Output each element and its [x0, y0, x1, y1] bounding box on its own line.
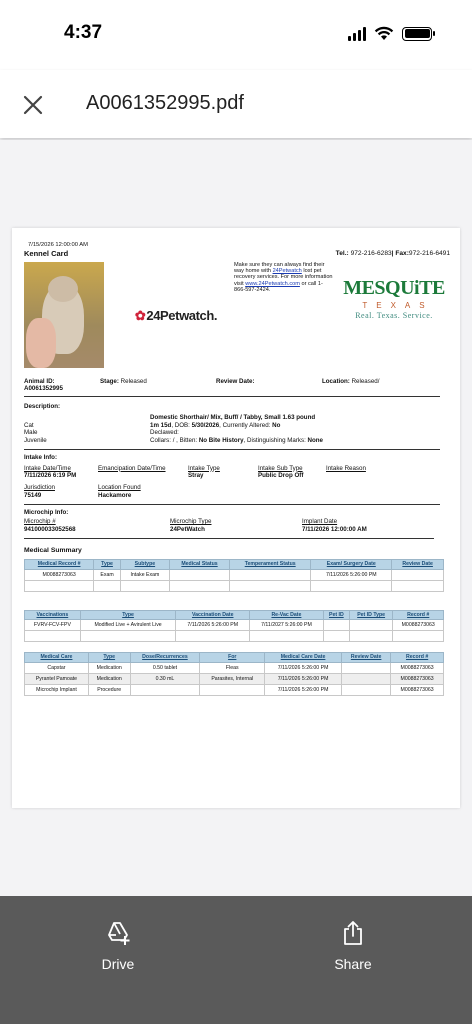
- table-header-cell: Pet ID Type: [349, 610, 393, 620]
- table-header-cell: Re-Vac Date: [250, 610, 324, 620]
- file-title: A0061352995.pdf: [86, 92, 244, 114]
- description-block: Domestic Shorthair/ Mix, Buff/ / Tabby, Small 1.63 pound Cat 1m 15d, DOB: 5/30/2026, Currently Altered: No Male Declawed: Juvenile Collars: / , Bitten: No Bite History, Distinguishing Marks: None: [24, 413, 323, 445]
- animal-id: A0061352995: [24, 385, 63, 393]
- table-row-empty: [25, 631, 444, 642]
- share-icon: [340, 920, 366, 946]
- description-label: Description:: [24, 403, 61, 411]
- paw-icon: ✿: [134, 308, 146, 324]
- table-header-cell: Medical Care Date: [265, 653, 342, 663]
- table-header-cell: Record #: [391, 653, 444, 663]
- cellular-signal-icon: [348, 27, 366, 41]
- table-header-cell: Type: [94, 560, 121, 570]
- table-cell: M0088273063: [391, 662, 444, 673]
- table-row: [25, 684, 444, 695]
- table-cell: M0088273063: [393, 620, 444, 631]
- table-cell: FVRV-FCV-FPV: [25, 620, 81, 631]
- microchip-label: Microchip Info:: [24, 508, 69, 516]
- drive-add-icon: [105, 920, 131, 946]
- table-cell: [230, 569, 311, 580]
- table-cell: Procedure: [88, 684, 130, 695]
- table-header-cell: Review Date: [342, 653, 391, 663]
- animal-id-row: Animal ID: A0061352995 Stage: Released Review Date: Location: Released/: [24, 377, 380, 393]
- drive-button[interactable]: [73, 920, 163, 972]
- table-header-cell: For: [200, 653, 265, 663]
- kennel-card-title: Kennel Card: [24, 249, 69, 259]
- status-time: 4:37: [64, 22, 103, 43]
- jurisdiction-row: Jurisdiction 75149 Location Found Hackamore: [24, 484, 141, 499]
- close-icon: [23, 95, 43, 115]
- table-cell-empty: [169, 580, 229, 591]
- table-header-cell: Medical Status: [169, 560, 229, 570]
- table-row: [25, 620, 444, 631]
- bottom-action-bar: [0, 896, 472, 1024]
- petwatch-link[interactable]: 24Petwatch: [272, 268, 302, 275]
- table-header-cell: Temperament Status: [230, 560, 311, 570]
- table-cell: [323, 620, 349, 631]
- table-cell-empty: [80, 631, 176, 642]
- intake-row: Intake Date/Time 7/11/2026 6:19 PM Emancipation Date/Time Intake Type Stray Intake Sub Type Public Drop Off Intake Reason: [24, 464, 366, 480]
- table-cell: [349, 620, 393, 631]
- table-cell-empty: [311, 580, 392, 591]
- table-cell-empty: [250, 631, 324, 642]
- table-cell: 0.50 tablet: [130, 662, 200, 673]
- wifi-icon: [374, 26, 394, 41]
- table-cell: [169, 569, 229, 580]
- table-header-cell: Type: [80, 610, 176, 620]
- table-cell: M0088273063: [391, 684, 444, 695]
- table-cell: 7/11/2026 5:26:00 PM: [265, 684, 342, 695]
- table-cell-empty: [392, 580, 444, 591]
- table-header-cell: Dose/Recurrences: [130, 653, 200, 663]
- stage-value: Released: [120, 377, 147, 385]
- table-cell-empty: [25, 580, 94, 591]
- table-cell-empty: [25, 631, 81, 642]
- table-cell: [342, 684, 391, 695]
- table-cell: M0088273063: [25, 569, 94, 580]
- table-cell: [342, 673, 391, 684]
- table-cell: [130, 684, 200, 695]
- microchip-row: Microchip # 941000033052568 Microchip Type 24PetWatch Implant Date 7/11/2026 12:00:00 AM: [24, 518, 367, 534]
- table-header-cell: Medical Care: [25, 653, 89, 663]
- table-cell-empty: [120, 580, 169, 591]
- header-hero: [24, 262, 450, 372]
- table-cell: Medication: [88, 662, 130, 673]
- battery-icon: [402, 27, 432, 41]
- table-header-cell: Medical Record #: [25, 560, 94, 570]
- app-bar: [0, 70, 472, 138]
- table-cell: 7/11/2026 5:26:00 PM: [265, 673, 342, 684]
- petwatch-note: Make sure they can always find their way home with 24Petwatch lost pet recovery services. For more information visit www.24Petwatch.com or call 1-866-597-2424.: [234, 261, 333, 294]
- mesquite-logo: MESQUiTE TEXAS Real. Texas. Service.: [343, 276, 445, 320]
- table-cell-empty: [323, 631, 349, 642]
- close-button[interactable]: [20, 92, 46, 118]
- table-cell: 7/11/2026 5:26:00 PM: [176, 620, 250, 631]
- table-cell: Microchip Implant: [25, 684, 89, 695]
- vaccinations-table: [24, 610, 444, 643]
- share-label: Share: [334, 956, 372, 972]
- table-cell-empty: [94, 580, 121, 591]
- table-cell: [392, 569, 444, 580]
- pdf-viewer[interactable]: [0, 140, 472, 896]
- status-bar: [0, 0, 472, 70]
- table-cell: 7/11/2026 5:26:00 PM: [311, 569, 392, 580]
- table-cell: 7/11/2026 5:26:00 PM: [265, 662, 342, 673]
- table-cell: Medication: [88, 673, 130, 684]
- contact-info: Tel.: 972-216-6283| Fax:972-216-6491: [335, 250, 450, 258]
- table-cell: 0.30 mL: [130, 673, 200, 684]
- table-header-cell: Review Date: [392, 560, 444, 570]
- table-header-cell: Vaccinations: [25, 610, 81, 620]
- table-row: [25, 662, 444, 673]
- table-header-cell: Exam/ Surgery Date: [311, 560, 392, 570]
- table-row: [25, 673, 444, 684]
- table-cell: [342, 662, 391, 673]
- petwatch-url-link[interactable]: www.24Petwatch.com: [245, 280, 300, 287]
- table-header-cell: Pet ID: [323, 610, 349, 620]
- animal-photo: [24, 262, 104, 368]
- table-row-empty: [25, 580, 444, 591]
- table-row: [25, 569, 444, 580]
- table-cell: Modified Live + Avirulent Live: [80, 620, 176, 631]
- table-header-cell: Subtype: [120, 560, 169, 570]
- intake-label: Intake Info:: [24, 453, 58, 461]
- table-cell: M0088273063: [391, 673, 444, 684]
- doc-timestamp: 7/15/2026 12:00:00 AM: [28, 242, 88, 248]
- table-cell: Fleas: [200, 662, 265, 673]
- medical-summary-title: Medical Summary: [24, 546, 82, 554]
- table-cell: 7/11/2027 5:26:00 PM: [250, 620, 324, 631]
- table-cell: Exam: [94, 569, 121, 580]
- table-cell: Capstar: [25, 662, 89, 673]
- table-cell-empty: [176, 631, 250, 642]
- table-cell-empty: [230, 580, 311, 591]
- table-header-cell: Vaccination Date: [176, 610, 250, 620]
- drive-label: Drive: [101, 956, 135, 972]
- table-cell: [200, 684, 265, 695]
- medical-care-table: [24, 652, 444, 696]
- table-cell-empty: [393, 631, 444, 642]
- 24petwatch-logo: ✿ 24Petwatch.: [134, 308, 218, 324]
- table-header-cell: Type: [88, 653, 130, 663]
- pdf-page: [12, 228, 460, 808]
- medical-record-table: [24, 559, 444, 592]
- table-cell: Pyrantel Pamoate: [25, 673, 89, 684]
- location-value: Released/: [351, 377, 380, 385]
- status-icons: [348, 26, 432, 41]
- share-button[interactable]: [308, 920, 398, 972]
- table-cell-empty: [349, 631, 393, 642]
- table-header-cell: Record #: [393, 610, 444, 620]
- table-cell: Intake Exam: [120, 569, 169, 580]
- table-cell: Parasites, Internal: [200, 673, 265, 684]
